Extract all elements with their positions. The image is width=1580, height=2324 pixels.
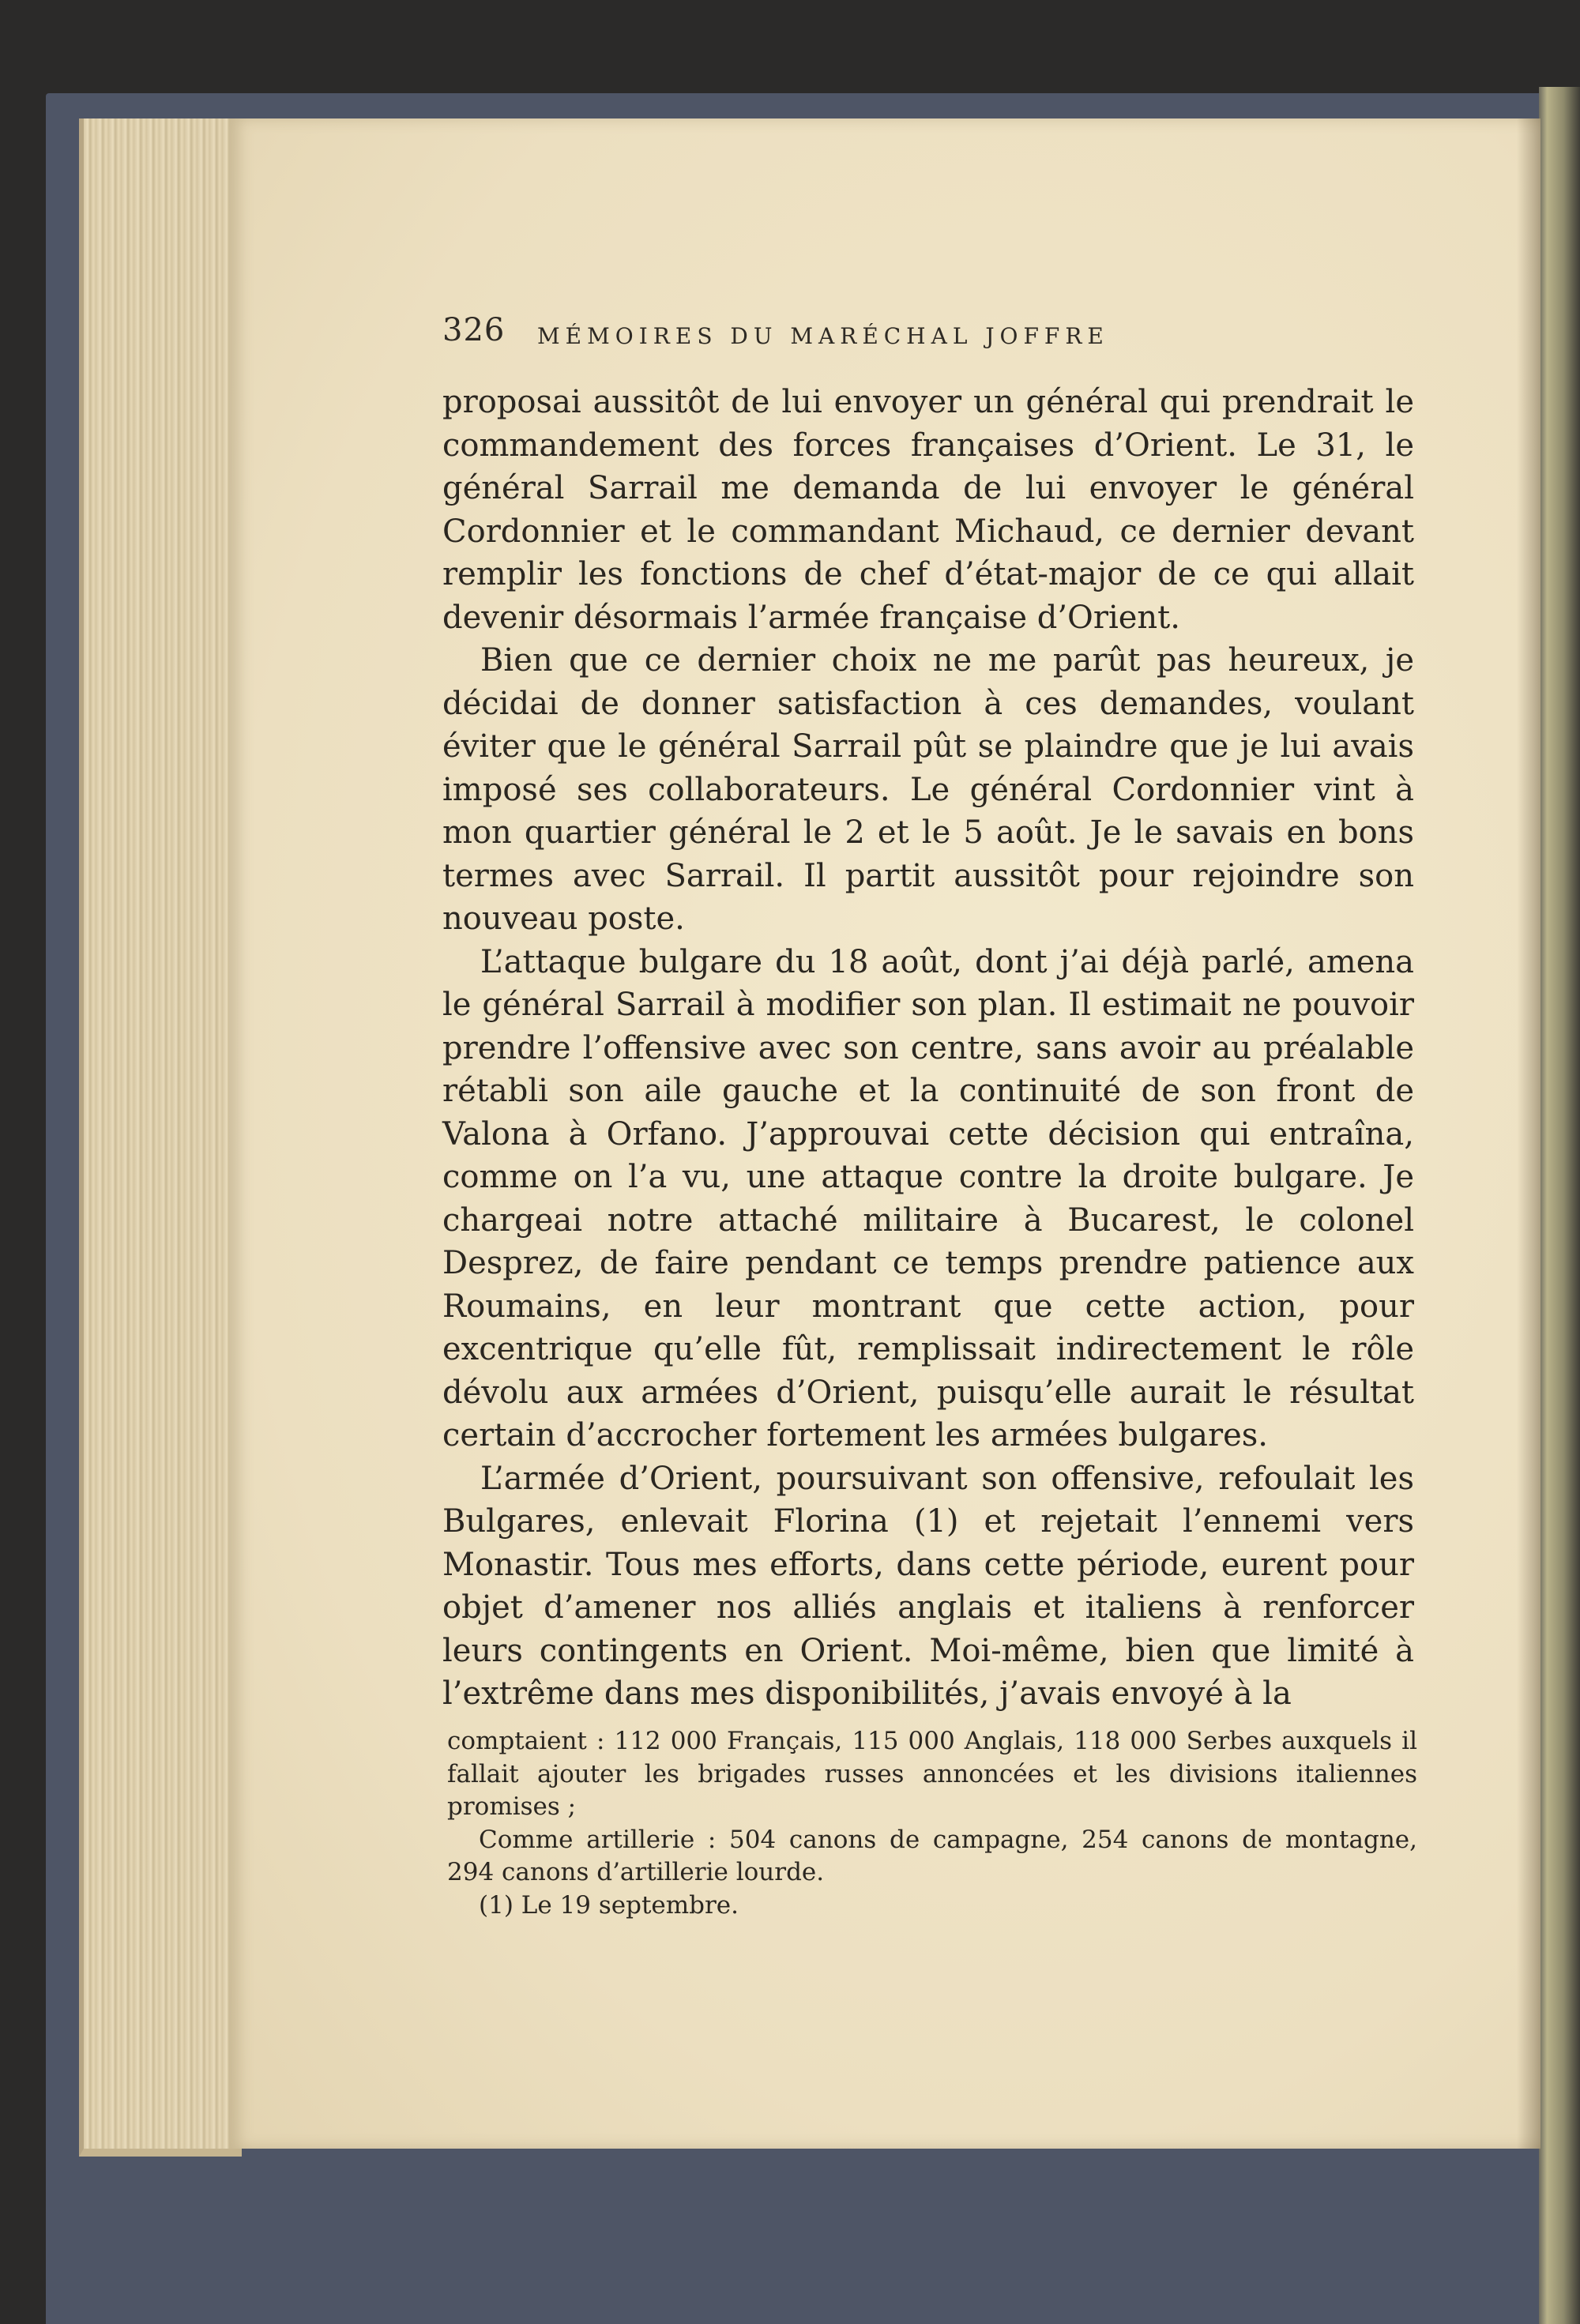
footnotes xyxy=(447,1725,1417,1922)
page-edges-stack xyxy=(79,118,242,2157)
running-title: MÉMOIRES DU MARÉCHAL JOFFRE xyxy=(537,323,1109,349)
paragraph: proposai aussitôt de lui envoyer un général qui prendrait le commandement des forces françaises d’Orient. Le 31, le général Sarrail me demanda de lui envoyer le général Cordonnier et le commandant Michaud, ce dernier devant remplir les fonctions de chef d’état-major de ce qui allait devenir désormais l’armée française d’Orient. xyxy=(442,384,1414,636)
page-header xyxy=(442,312,1430,359)
book-spine-edge xyxy=(1539,87,1580,2324)
paragraph: L’attaque bulgare du 18 août, dont j’ai déjà parlé, amena le général Sarrail à modifier son plan. Il estimait ne pouvoir prendre l’offensive avec son centre, sans avoir au préalable rétabli son aile gauche et la continuité de son front de Valona à Orfano. J’approuvai cette décision qui entraîna, comme on l’a vu, une attaque contre la droite bulgare. Je chargeai notre attaché militaire à Bucarest, le colonel Desprez, de faire pendant ce temps prendre patience aux Roumains, en leur montrant que cette action, pour excentrique qu’elle fût, remplissait indirectement le rôle dévolu aux armées d’Orient, puisqu’elle aurait le résultat certain d’accrocher fortement les armées bulgares. xyxy=(442,943,1414,1453)
paragraph: Bien que ce dernier choix ne me parût pas heureux, je décidai de donner satisfaction à ces demandes, voulant éviter que le général Sarrail pût se plaindre que je lui avais imposé ses collaborateurs. Le général Cordonnier vint à mon quartier général le 2 et le 5 août. Je le savais en bons termes avec Sarrail. Il partit aussitôt pour rejoindre son nouveau poste. xyxy=(442,642,1414,937)
body-text xyxy=(442,381,1414,1716)
page-number: 326 xyxy=(442,312,506,348)
gutter-shadow xyxy=(1517,118,1540,2149)
paragraph: L’armée d’Orient, poursuivant son offensive, refoulait les Bulgares, enlevait Florina (1) et rejetait l’ennemi vers Monastir. Tous mes efforts, dans cette période, eurent pour objet d’amener nos alliés anglais et italiens à renforcer leurs contingents en Orient. Moi-même, bien que limité à l’extrême dans mes disponibilités, j’avais envoyé à la xyxy=(442,1460,1414,1712)
footnote-line: Comme artillerie : 504 canons de campagne, 254 canons de montagne, 294 canons d’artillerie lourde. xyxy=(447,1825,1417,1886)
footnote-line: comptaient : 112 000 Français, 115 000 Anglais, 118 000 Serbes auxquels il fallait ajouter les brigades russes annoncées et les divisions italiennes promises ; xyxy=(447,1727,1417,1821)
footnote-line: (1) Le 19 septembre. xyxy=(479,1890,739,1920)
